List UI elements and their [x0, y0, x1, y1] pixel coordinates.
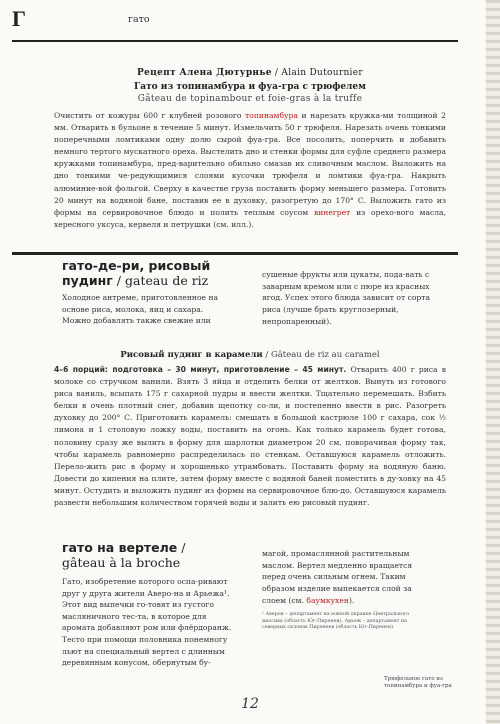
entry1-text-left: Холодное антреме, приготовленное на основе риса, молока, яиц и сахара. Можно добавлять также свежие или	[62, 293, 219, 326]
section-letter: Г	[12, 6, 26, 31]
running-head: гато	[128, 14, 150, 25]
recipe1-body-part3: из орехо-вого масла, хересного уксуса, кервеля и петрушки (см. илл.).	[54, 207, 446, 229]
entry1-title-sep: /	[112, 273, 125, 288]
recipe1-author-fr: Alain Dutournier	[281, 68, 363, 78]
recipe2-body	[54, 364, 446, 538]
page-number: 12	[241, 696, 259, 712]
recipe1-author	[0, 68, 500, 78]
header-rule	[12, 40, 458, 42]
recipe1-author-sep: /	[271, 68, 282, 78]
entry2-text-right-part1: магой, промаслянной растительным маслом. Вертел медленно вращается перед очень сильным огнем. Таким образом изделие выпекается слой за слоем (см.	[262, 549, 413, 605]
link-vinaigrette[interactable]: винегрет	[313, 207, 351, 217]
recipe1-body-part2: и нарезать кружка-ми толщиной 2 мм. Отварить в бульоне в течение 5 минут. Измельчить 50 г трюфеля. Нарезать очень тонкими поперечными ломтиками одну долю сырой фуа-гра. Все посолить, поперчить и добавить немного тертого мускатного ореха. Выстелить дно и стенки формы для суфле среднего размера кружками топинамбура, пред-варительно обильно смазав их сливочным маслом. Выложить на дно тонкими че-редующимися слоями кусочки трюфеля и ломтики фуа-гра. Накрыть алюминие-вой фольгой. Сверху в качестве груза поставить форму меньшего размера. Готовить 20 минут на водяной бане, поставив ее в духовку, разогретую до 170° С. Выложить гато из формы на сервировочное блюдо и полить теплым соусом	[54, 111, 446, 217]
image-caption: Трюфельное гато из топинамбура и фуа-гра	[384, 676, 452, 689]
recipe1-title-ru: Гато из топинамбура и фуа-гра с трюфелем	[134, 82, 366, 92]
recipe2-title-fr: Gâteau de riz au caramel	[270, 350, 380, 360]
entry1-text-right: сушеные фрукты или цукаты, пода-вать с заварным кремом или с пюре из красных ягод. Успех этого блюда зависит от сорта риса (лучше брать круглозерный, непропаренный).	[262, 270, 430, 326]
recipe1-body-part1: Очистить от кожуры 600 г клубней розового	[54, 111, 246, 120]
entry2-text-right-part2: ).	[348, 595, 355, 605]
entry2-text-right	[262, 548, 432, 610]
recipe1-title-fr: Gâteau de topinambour et foie-gras à la truffe	[137, 94, 363, 104]
binding-edge	[486, 0, 500, 724]
entry1-title-fr: gateau de riz	[124, 273, 209, 288]
section-divider-1	[12, 252, 458, 255]
entry2-title-ru: гато на вертеле	[62, 540, 178, 555]
link-baumkuchen[interactable]: баумкухен	[306, 595, 349, 605]
entry2-title-fr: gâteau à la broche	[62, 555, 181, 570]
recipe2-title-ru: Рисовый пудинг в карамели	[120, 350, 263, 360]
recipe1-author-ru: Рецепт Алена Дютурнье	[137, 68, 272, 78]
recipe2-title-sep: /	[262, 350, 271, 360]
footnote: ¹ Аверон – департамент на южной окраине Центрального массива (область Юг-Пиренеи). Арьеж – департамент на северных склонах Пиренеев (область Юг-Пиренеи).	[262, 612, 410, 630]
entry2-heading	[62, 540, 242, 570]
entry1-heading	[62, 258, 227, 288]
entry1-title-ru: гато-де-ри, рисовый пудинг	[62, 258, 211, 288]
recipe2-text: Отварить 400 г риса в молоке со стручком ванили. Взять 3 яйца и отделить белки от желтков. Вынуть из готового риса ваниль, всыпать 175 г сахарной пудры и ввести желтки. Тщательно перемешать. Взбить белки в очень плотный снег, добавив щепотку со-ли, и постепенно ввести в рис. Разогреть духовку до 200° С. Приготовить карамель: смешать в большой кастрюле 100 г сахара, сок ½ лимона и 1 столовую ложку воды, поставить на огонь. Как только карамель будет готова, половину сразу же вылить в форму для шарлотки диаметром 20 см, поворачивая форму так, чтобы карамель равномерно распределилась по стенкам. Оставшуюся карамель отложить. Перело-жить рис в форму и хорошенько утрамбовать. Поставить форму на водяную баню. Довести до кипения на плите, затем форму вместе с водяной баней поместить в ду-ховку на 45 минут. Остудить и выложить пудинг из формы на сервировочное блю-до. Оставшуюся карамель развести небольшим количеством горячей воды и залить ею рисовый пудинг.	[54, 365, 446, 508]
recipe2-title	[0, 350, 500, 360]
recipe2-lead: 4–6 порций: подготовка – 30 минут, приготовление – 45 минут.	[54, 365, 347, 374]
link-topinambur[interactable]: топинамбура	[245, 111, 298, 120]
entry2-text-left: Гато, изобретение которого оспа-ривают друг у друга жители Аверо-на и Арьежа¹. Этот вид выпечки го-товят из густого масляничного тес-та, в которое для аромата добавляют ром или флёрдоранж. Тесто при помощи половника понемногу льют на специальный вертел с длинным деревянным конусом, обернутым бу-	[62, 577, 232, 668]
entry2-title-sep: /	[177, 540, 186, 555]
